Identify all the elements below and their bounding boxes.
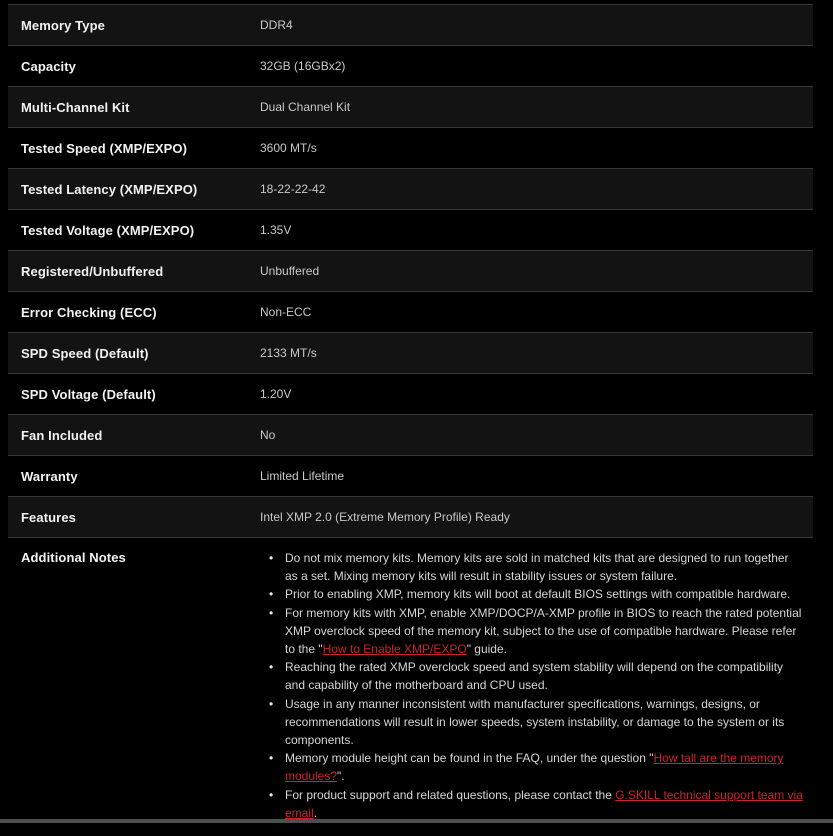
note-item	[260, 786, 803, 822]
spec-row-fan-included	[8, 414, 813, 455]
note-text: " guide.	[467, 642, 507, 656]
spec-value: 18-22-22-42	[260, 182, 813, 196]
spec-label: Additional Notes	[8, 538, 260, 565]
spec-value: 1.20V	[260, 387, 813, 401]
note-item	[260, 695, 803, 750]
spec-value: Non-ECC	[260, 305, 813, 319]
spec-value: Intel XMP 2.0 (Extreme Memory Profile) Ready	[260, 510, 813, 524]
note-item	[260, 585, 803, 603]
spec-row-registered-unbuffered	[8, 250, 813, 291]
note-text: ".	[337, 769, 345, 783]
spec-label: SPD Voltage (Default)	[8, 387, 260, 402]
spec-value: Limited Lifetime	[260, 469, 813, 483]
spec-row-tested-voltage	[8, 209, 813, 250]
spec-label: Registered/Unbuffered	[8, 264, 260, 279]
notes-list	[260, 538, 813, 822]
note-text: .	[314, 806, 317, 820]
note-item	[260, 658, 803, 694]
spec-value: 3600 MT/s	[260, 141, 813, 155]
spec-row-tested-latency	[8, 168, 813, 209]
spec-row-warranty	[8, 455, 813, 496]
note-text: Reaching the rated XMP overclock speed and system stability will depend on the compatibility and capability of the motherboard and CPU used.	[285, 660, 783, 692]
spec-label: Memory Type	[8, 18, 260, 33]
spec-row-error-checking	[8, 291, 813, 332]
spec-label: Multi-Channel Kit	[8, 100, 260, 115]
note-text: Do not mix memory kits. Memory kits are sold in matched kits that are designed to run together as a set. Mixing memory kits will result in stability issues or system failure.	[285, 551, 789, 583]
spec-row-features	[8, 496, 813, 537]
note-text: For memory kits with XMP, enable XMP/DOCP/A-XMP profile in BIOS to reach the rated potential XMP overclock speed of the memory kit, subject to the use of compatible hardware. Please refer to the "	[285, 606, 801, 656]
note-link[interactable]: How tall are the memory modules?	[285, 751, 784, 783]
spec-row-additional-notes	[8, 537, 813, 836]
spec-value: No	[260, 428, 813, 442]
spec-label: Warranty	[8, 469, 260, 484]
spec-value: 32GB (16GBx2)	[260, 59, 813, 73]
note-link[interactable]: G.SKILL technical support team via email	[285, 788, 803, 820]
spec-value: DDR4	[260, 18, 813, 32]
note-text: For product support and related questions, please contact the	[285, 788, 615, 802]
note-text: Usage in any manner inconsistent with manufacturer specifications, warnings, designs, or recommendations will result in lower speeds, system instability, or damage to the system or its components.	[285, 697, 784, 747]
spec-value: 2133 MT/s	[260, 346, 813, 360]
spec-row-memory-type	[8, 4, 813, 45]
spec-label: Error Checking (ECC)	[8, 305, 260, 320]
spec-label: Tested Voltage (XMP/EXPO)	[8, 223, 260, 238]
note-item	[260, 549, 803, 585]
spec-label: Capacity	[8, 59, 260, 74]
note-link[interactable]: How to Enable XMP/EXPO	[323, 642, 467, 656]
note-item	[260, 749, 803, 785]
note-item	[260, 604, 803, 659]
spec-value: Dual Channel Kit	[260, 100, 813, 114]
spec-row-capacity	[8, 45, 813, 86]
spec-table	[8, 4, 813, 836]
bottom-divider	[0, 819, 833, 823]
spec-label: Tested Speed (XMP/EXPO)	[8, 141, 260, 156]
spec-label: Tested Latency (XMP/EXPO)	[8, 182, 260, 197]
note-text: Memory module height can be found in the FAQ, under the question "	[285, 751, 653, 765]
spec-row-spd-voltage	[8, 373, 813, 414]
spec-label: SPD Speed (Default)	[8, 346, 260, 361]
note-text: Prior to enabling XMP, memory kits will boot at default BIOS settings with compatible hardware.	[285, 587, 790, 601]
spec-row-spd-speed	[8, 332, 813, 373]
spec-label: Fan Included	[8, 428, 260, 443]
spec-row-tested-speed	[8, 127, 813, 168]
spec-value: Unbuffered	[260, 264, 813, 278]
spec-label: Features	[8, 510, 260, 525]
spec-value: 1.35V	[260, 223, 813, 237]
spec-row-multi-channel-kit	[8, 86, 813, 127]
